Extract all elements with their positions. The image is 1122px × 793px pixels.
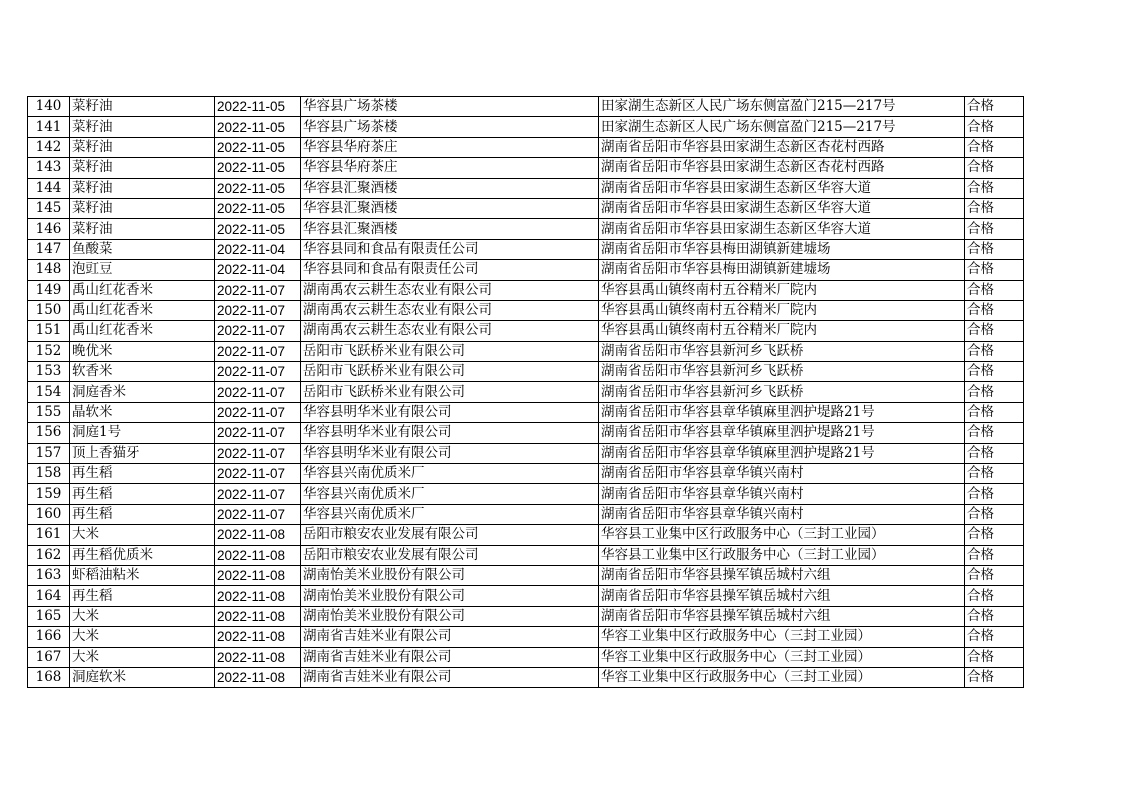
table-row	[28, 423, 1024, 443]
address-cell: 湖南省岳阳市华容县操军镇岳城村六组	[599, 606, 965, 626]
production-date-cell: 2022-11-07	[215, 300, 301, 320]
product-name-cell: 大米	[70, 627, 215, 647]
company-cell: 湖南省吉娃米业有限公司	[301, 667, 599, 687]
product-name-cell: 禹山红花香米	[70, 321, 215, 341]
table-body	[28, 97, 1024, 688]
address-cell: 湖南省岳阳市华容县田家湖生态新区华容大道	[599, 219, 965, 239]
product-name-cell: 洞庭软米	[70, 667, 215, 687]
row-number-cell: 165	[28, 606, 70, 626]
result-cell: 合格	[965, 545, 1024, 565]
row-number-cell: 158	[28, 464, 70, 484]
row-number-cell: 159	[28, 484, 70, 504]
row-number-cell: 160	[28, 504, 70, 524]
result-cell: 合格	[965, 97, 1024, 117]
company-cell: 华容县华府茶庄	[301, 158, 599, 178]
production-date-cell: 2022-11-08	[215, 525, 301, 545]
table-row	[28, 464, 1024, 484]
table-row	[28, 137, 1024, 157]
production-date-cell: 2022-11-05	[215, 117, 301, 137]
production-date-cell: 2022-11-07	[215, 484, 301, 504]
row-number-cell: 168	[28, 667, 70, 687]
result-cell: 合格	[965, 260, 1024, 280]
production-date-cell: 2022-11-07	[215, 504, 301, 524]
production-date-cell: 2022-11-05	[215, 158, 301, 178]
company-cell: 华容县明华米业有限公司	[301, 423, 599, 443]
company-cell: 湖南怡美米业股份有限公司	[301, 606, 599, 626]
table-row	[28, 362, 1024, 382]
company-cell: 华容县华府茶庄	[301, 137, 599, 157]
production-date-cell: 2022-11-08	[215, 627, 301, 647]
production-date-cell: 2022-11-07	[215, 382, 301, 402]
address-cell: 湖南省岳阳市华容县梅田湖镇新建墟场	[599, 239, 965, 259]
table-row	[28, 484, 1024, 504]
company-cell: 岳阳市飞跃桥米业有限公司	[301, 341, 599, 361]
row-number-cell: 151	[28, 321, 70, 341]
production-date-cell: 2022-11-07	[215, 402, 301, 422]
product-name-cell: 再生稻	[70, 586, 215, 606]
row-number-cell: 152	[28, 341, 70, 361]
address-cell: 湖南省岳阳市华容县操军镇岳城村六组	[599, 565, 965, 585]
product-name-cell: 再生稻优质米	[70, 545, 215, 565]
table-row	[28, 545, 1024, 565]
address-cell: 华容县禹山镇终南村五谷精米厂院内	[599, 280, 965, 300]
product-name-cell: 鱼酸菜	[70, 239, 215, 259]
table-row	[28, 158, 1024, 178]
company-cell: 华容县同和食品有限责任公司	[301, 260, 599, 280]
table-row	[28, 117, 1024, 137]
address-cell: 湖南省岳阳市华容县田家湖生态新区华容大道	[599, 198, 965, 218]
product-name-cell: 菜籽油	[70, 137, 215, 157]
table-row	[28, 565, 1024, 585]
production-date-cell: 2022-11-05	[215, 198, 301, 218]
product-name-cell: 禹山红花香米	[70, 300, 215, 320]
production-date-cell: 2022-11-08	[215, 647, 301, 667]
address-cell: 湖南省岳阳市华容县章华镇兴南村	[599, 464, 965, 484]
address-cell: 华容县禹山镇终南村五谷精米厂院内	[599, 300, 965, 320]
result-cell: 合格	[965, 484, 1024, 504]
address-cell: 湖南省岳阳市华容县新河乡飞跃桥	[599, 382, 965, 402]
company-cell: 湖南省吉娃米业有限公司	[301, 647, 599, 667]
product-name-cell: 大米	[70, 647, 215, 667]
table-row	[28, 178, 1024, 198]
product-name-cell: 菜籽油	[70, 219, 215, 239]
result-cell: 合格	[965, 647, 1024, 667]
company-cell: 华容县广场茶楼	[301, 97, 599, 117]
address-cell: 湖南省岳阳市华容县章华镇麻里泗护堤路21号	[599, 423, 965, 443]
address-cell: 田家湖生态新区人民广场东侧富盈门215—217号	[599, 97, 965, 117]
company-cell: 湖南禹农云耕生态农业有限公司	[301, 321, 599, 341]
row-number-cell: 161	[28, 525, 70, 545]
table-row	[28, 627, 1024, 647]
address-cell: 田家湖生态新区人民广场东侧富盈门215—217号	[599, 117, 965, 137]
table-row	[28, 647, 1024, 667]
table-row	[28, 300, 1024, 320]
company-cell: 湖南怡美米业股份有限公司	[301, 586, 599, 606]
result-cell: 合格	[965, 565, 1024, 585]
result-cell: 合格	[965, 362, 1024, 382]
product-name-cell: 洞庭香米	[70, 382, 215, 402]
company-cell: 湖南怡美米业股份有限公司	[301, 565, 599, 585]
product-name-cell: 菜籽油	[70, 97, 215, 117]
production-date-cell: 2022-11-08	[215, 545, 301, 565]
table-row	[28, 525, 1024, 545]
result-cell: 合格	[965, 280, 1024, 300]
production-date-cell: 2022-11-07	[215, 362, 301, 382]
product-name-cell: 再生稻	[70, 464, 215, 484]
address-cell: 华容工业集中区行政服务中心（三封工业园）	[599, 627, 965, 647]
row-number-cell: 156	[28, 423, 70, 443]
production-date-cell: 2022-11-04	[215, 260, 301, 280]
result-cell: 合格	[965, 667, 1024, 687]
row-number-cell: 167	[28, 647, 70, 667]
company-cell: 华容县汇聚酒楼	[301, 178, 599, 198]
address-cell: 湖南省岳阳市华容县田家湖生态新区华容大道	[599, 178, 965, 198]
address-cell: 湖南省岳阳市华容县章华镇兴南村	[599, 504, 965, 524]
product-name-cell: 再生稻	[70, 504, 215, 524]
company-cell: 岳阳市飞跃桥米业有限公司	[301, 362, 599, 382]
production-date-cell: 2022-11-07	[215, 423, 301, 443]
product-name-cell: 大米	[70, 606, 215, 626]
result-cell: 合格	[965, 423, 1024, 443]
row-number-cell: 164	[28, 586, 70, 606]
address-cell: 华容工业集中区行政服务中心（三封工业园）	[599, 667, 965, 687]
result-cell: 合格	[965, 321, 1024, 341]
product-name-cell: 大米	[70, 525, 215, 545]
row-number-cell: 157	[28, 443, 70, 463]
row-number-cell: 163	[28, 565, 70, 585]
company-cell: 岳阳市粮安农业发展有限公司	[301, 525, 599, 545]
address-cell: 湖南省岳阳市华容县新河乡飞跃桥	[599, 341, 965, 361]
row-number-cell: 143	[28, 158, 70, 178]
table-row	[28, 280, 1024, 300]
product-name-cell: 泡豇豆	[70, 260, 215, 280]
result-cell: 合格	[965, 382, 1024, 402]
product-name-cell: 菜籽油	[70, 178, 215, 198]
production-date-cell: 2022-11-05	[215, 97, 301, 117]
inspection-results-table	[27, 96, 1024, 688]
production-date-cell: 2022-11-08	[215, 565, 301, 585]
result-cell: 合格	[965, 137, 1024, 157]
address-cell: 湖南省岳阳市华容县章华镇麻里泗护堤路21号	[599, 443, 965, 463]
company-cell: 湖南禹农云耕生态农业有限公司	[301, 280, 599, 300]
company-cell: 华容县汇聚酒楼	[301, 198, 599, 218]
table-row	[28, 667, 1024, 687]
address-cell: 华容工业集中区行政服务中心（三封工业园）	[599, 647, 965, 667]
table-row	[28, 321, 1024, 341]
company-cell: 华容县汇聚酒楼	[301, 219, 599, 239]
result-cell: 合格	[965, 198, 1024, 218]
row-number-cell: 154	[28, 382, 70, 402]
row-number-cell: 162	[28, 545, 70, 565]
company-cell: 岳阳市粮安农业发展有限公司	[301, 545, 599, 565]
company-cell: 湖南禹农云耕生态农业有限公司	[301, 300, 599, 320]
result-cell: 合格	[965, 117, 1024, 137]
address-cell: 湖南省岳阳市华容县田家湖生态新区杏花村西路	[599, 158, 965, 178]
production-date-cell: 2022-11-07	[215, 464, 301, 484]
table-row	[28, 504, 1024, 524]
row-number-cell: 148	[28, 260, 70, 280]
production-date-cell: 2022-11-08	[215, 667, 301, 687]
product-name-cell: 洞庭1号	[70, 423, 215, 443]
row-number-cell: 142	[28, 137, 70, 157]
row-number-cell: 145	[28, 198, 70, 218]
table-row	[28, 198, 1024, 218]
company-cell: 华容县明华米业有限公司	[301, 443, 599, 463]
result-cell: 合格	[965, 464, 1024, 484]
row-number-cell: 149	[28, 280, 70, 300]
row-number-cell: 140	[28, 97, 70, 117]
result-cell: 合格	[965, 158, 1024, 178]
product-name-cell: 菜籽油	[70, 198, 215, 218]
production-date-cell: 2022-11-08	[215, 606, 301, 626]
product-name-cell: 菜籽油	[70, 158, 215, 178]
table-row	[28, 239, 1024, 259]
result-cell: 合格	[965, 525, 1024, 545]
product-name-cell: 软香米	[70, 362, 215, 382]
product-name-cell: 晚优米	[70, 341, 215, 361]
table-row	[28, 382, 1024, 402]
table-row	[28, 606, 1024, 626]
company-cell: 华容县兴南优质米厂	[301, 484, 599, 504]
company-cell: 湖南省吉娃米业有限公司	[301, 627, 599, 647]
table-row	[28, 97, 1024, 117]
company-cell: 华容县明华米业有限公司	[301, 402, 599, 422]
product-name-cell: 再生稻	[70, 484, 215, 504]
table-row	[28, 260, 1024, 280]
product-name-cell: 晶软米	[70, 402, 215, 422]
address-cell: 华容县工业集中区行政服务中心（三封工业园）	[599, 545, 965, 565]
result-cell: 合格	[965, 239, 1024, 259]
row-number-cell: 150	[28, 300, 70, 320]
row-number-cell: 153	[28, 362, 70, 382]
production-date-cell: 2022-11-05	[215, 178, 301, 198]
production-date-cell: 2022-11-07	[215, 280, 301, 300]
result-cell: 合格	[965, 300, 1024, 320]
address-cell: 湖南省岳阳市华容县章华镇兴南村	[599, 484, 965, 504]
row-number-cell: 146	[28, 219, 70, 239]
company-cell: 岳阳市飞跃桥米业有限公司	[301, 382, 599, 402]
table-row	[28, 586, 1024, 606]
address-cell: 湖南省岳阳市华容县章华镇麻里泗护堤路21号	[599, 402, 965, 422]
table-row	[28, 219, 1024, 239]
row-number-cell: 155	[28, 402, 70, 422]
result-cell: 合格	[965, 627, 1024, 647]
result-cell: 合格	[965, 402, 1024, 422]
row-number-cell: 147	[28, 239, 70, 259]
result-cell: 合格	[965, 443, 1024, 463]
result-cell: 合格	[965, 219, 1024, 239]
address-cell: 湖南省岳阳市华容县梅田湖镇新建墟场	[599, 260, 965, 280]
row-number-cell: 141	[28, 117, 70, 137]
address-cell: 湖南省岳阳市华容县操军镇岳城村六组	[599, 586, 965, 606]
product-name-cell: 菜籽油	[70, 117, 215, 137]
result-cell: 合格	[965, 606, 1024, 626]
company-cell: 华容县同和食品有限责任公司	[301, 239, 599, 259]
product-name-cell: 顶上香猫牙	[70, 443, 215, 463]
address-cell: 华容县禹山镇终南村五谷精米厂院内	[599, 321, 965, 341]
production-date-cell: 2022-11-05	[215, 219, 301, 239]
company-cell: 华容县兴南优质米厂	[301, 464, 599, 484]
product-name-cell: 禹山红花香米	[70, 280, 215, 300]
table-row	[28, 341, 1024, 361]
production-date-cell: 2022-11-07	[215, 321, 301, 341]
address-cell: 湖南省岳阳市华容县新河乡飞跃桥	[599, 362, 965, 382]
table-row	[28, 443, 1024, 463]
company-cell: 华容县兴南优质米厂	[301, 504, 599, 524]
row-number-cell: 166	[28, 627, 70, 647]
production-date-cell: 2022-11-04	[215, 239, 301, 259]
production-date-cell: 2022-11-05	[215, 137, 301, 157]
product-name-cell: 虾稻油粘米	[70, 565, 215, 585]
production-date-cell: 2022-11-07	[215, 341, 301, 361]
result-cell: 合格	[965, 341, 1024, 361]
row-number-cell: 144	[28, 178, 70, 198]
company-cell: 华容县广场茶楼	[301, 117, 599, 137]
result-cell: 合格	[965, 504, 1024, 524]
result-cell: 合格	[965, 178, 1024, 198]
table-row	[28, 402, 1024, 422]
production-date-cell: 2022-11-07	[215, 443, 301, 463]
address-cell: 华容县工业集中区行政服务中心（三封工业园）	[599, 525, 965, 545]
production-date-cell: 2022-11-08	[215, 586, 301, 606]
address-cell: 湖南省岳阳市华容县田家湖生态新区杏花村西路	[599, 137, 965, 157]
result-cell: 合格	[965, 586, 1024, 606]
